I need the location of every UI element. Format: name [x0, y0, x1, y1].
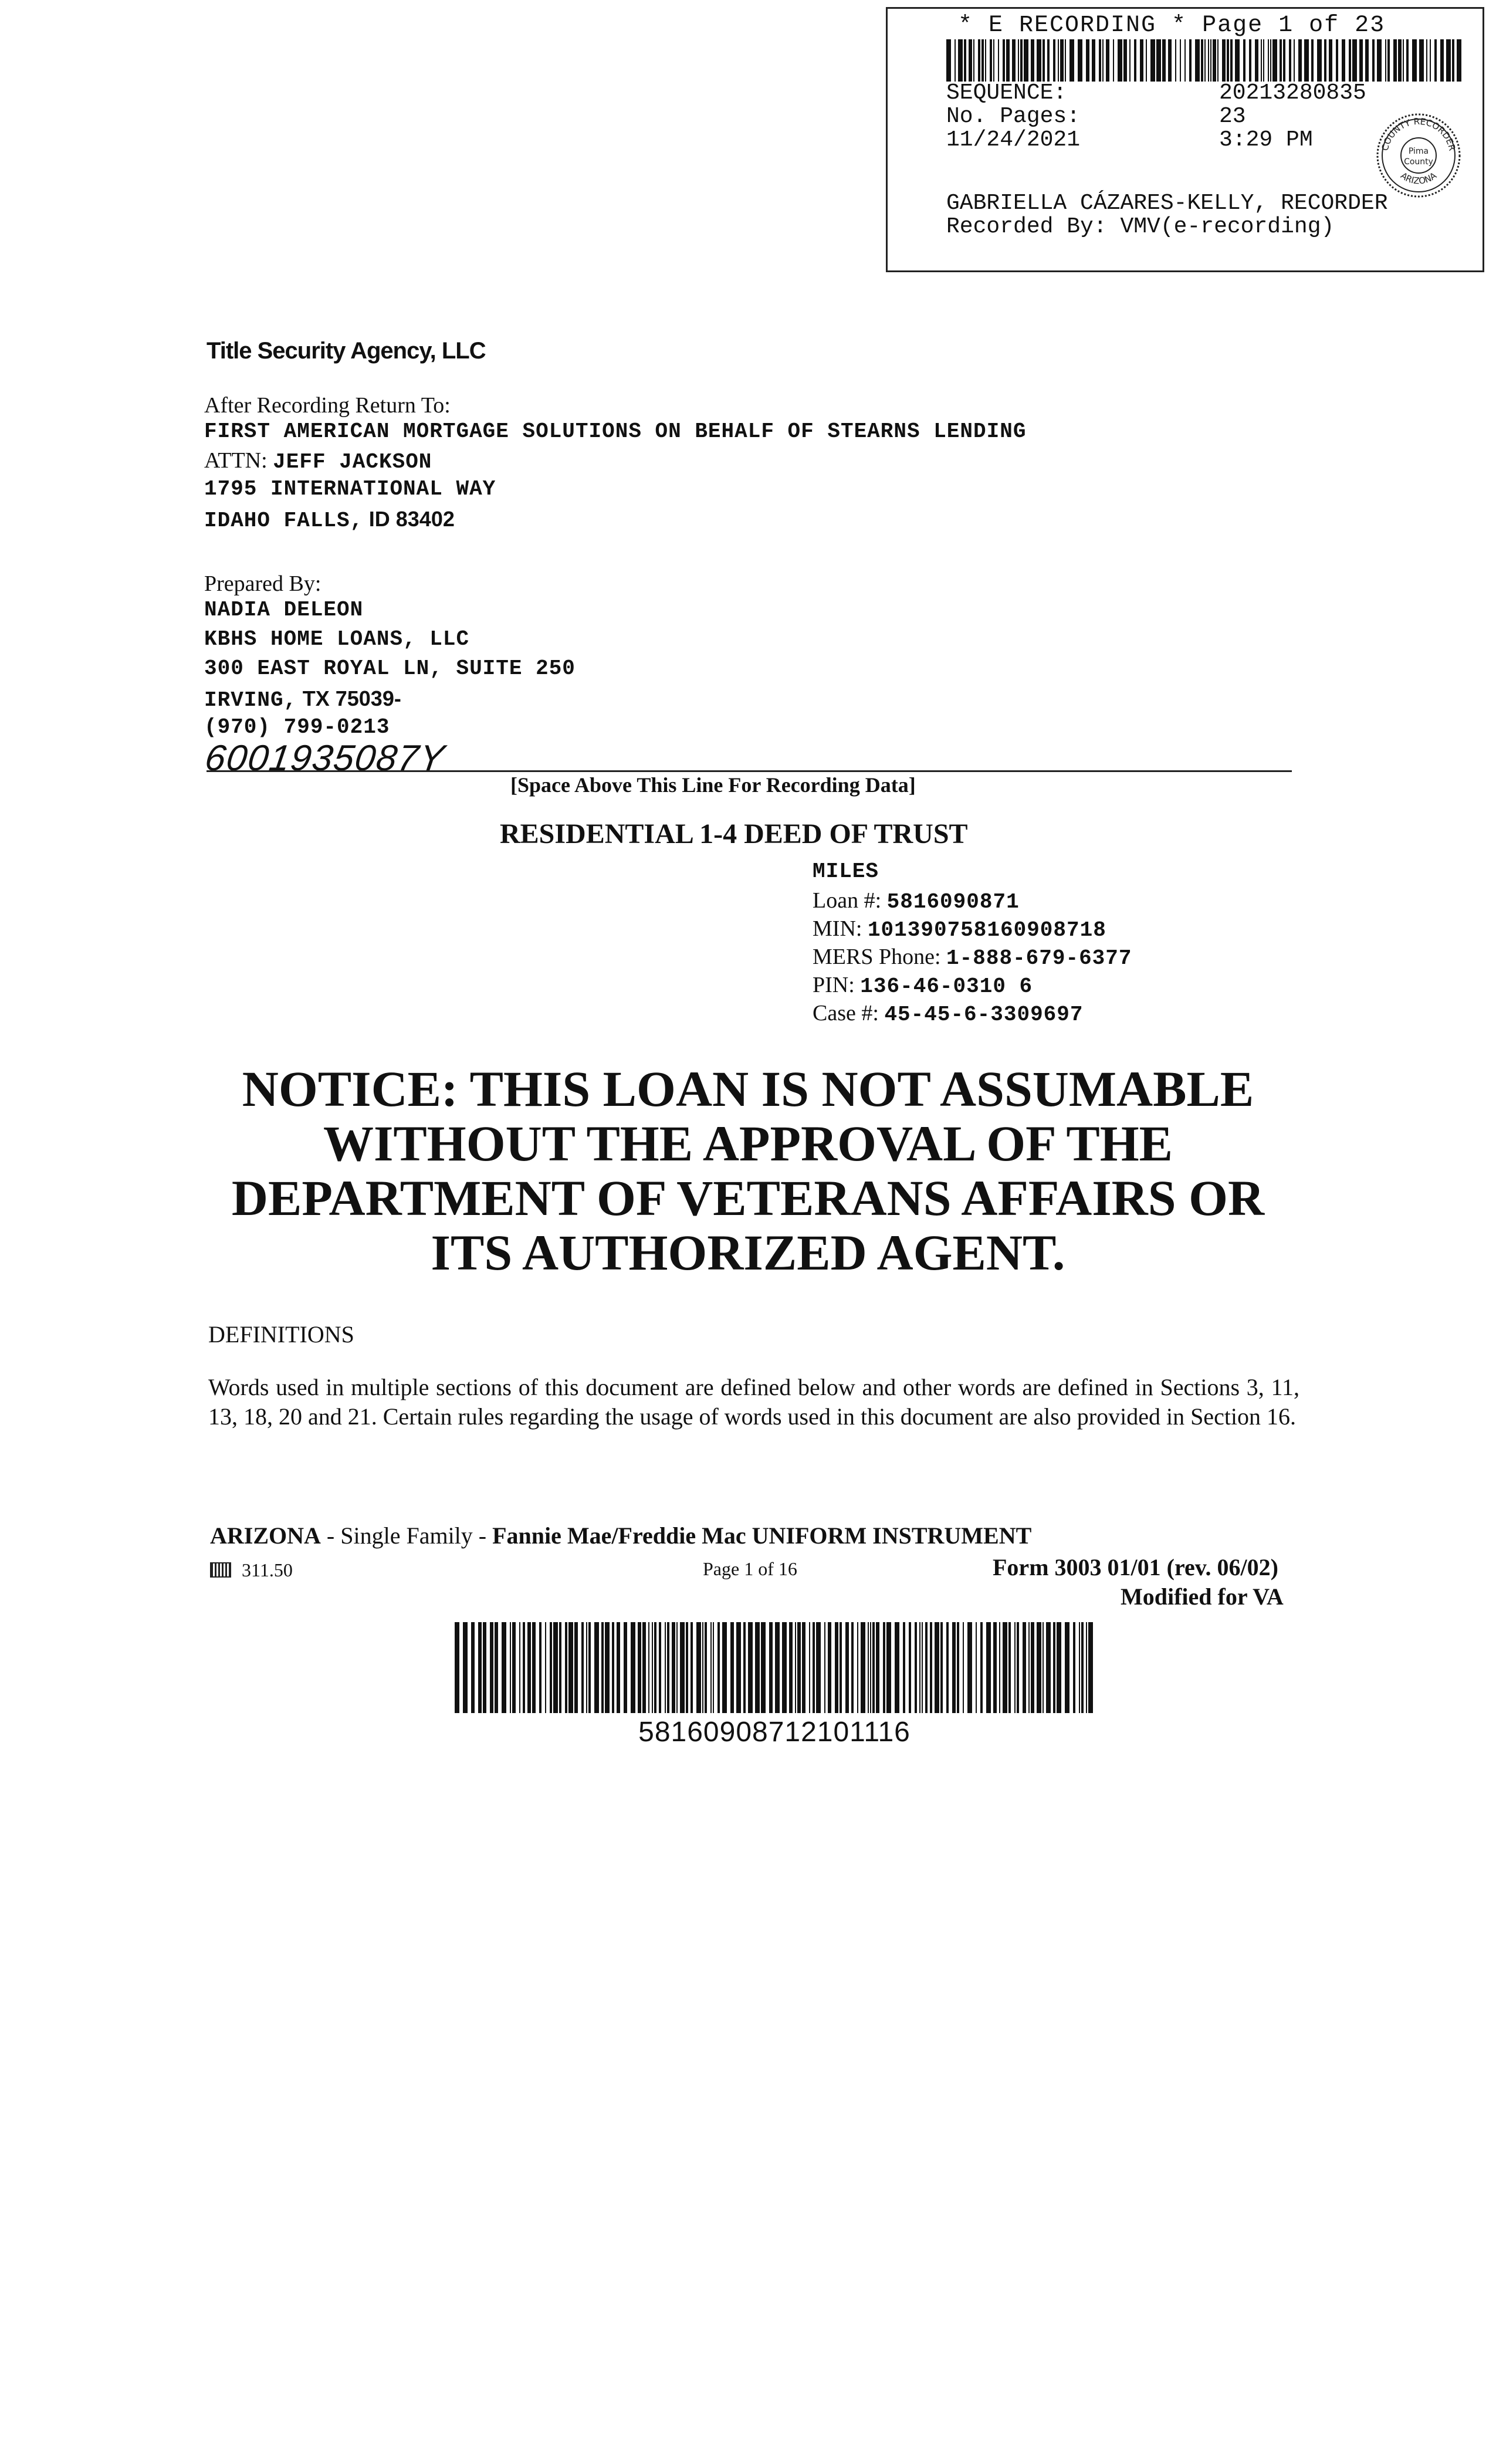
- barcode-bar: [930, 1622, 932, 1713]
- prepared-city: IRVING,: [204, 688, 297, 712]
- barcode-bar: [748, 1622, 753, 1713]
- min-row: [813, 918, 1106, 941]
- barcode-bar: [946, 1622, 949, 1713]
- footer-instrument: Fannie Mae/Freddie Mac UNIFORM INSTRUMENT: [492, 1522, 1032, 1549]
- barcode-bar: [1268, 39, 1269, 82]
- pin-label: PIN:: [813, 973, 855, 997]
- barcode-bar: [876, 1622, 879, 1713]
- barcode-bar: [1088, 1622, 1093, 1713]
- barcode-bar: [993, 1622, 997, 1713]
- document-barcode-number: 58160908712101116: [638, 1717, 911, 1748]
- barcode-bar: [946, 39, 951, 82]
- mers-label: MERS Phone:: [813, 945, 941, 969]
- barcode-bar: [1213, 39, 1216, 82]
- barcode-bar: [523, 1622, 525, 1713]
- barcode-bar: [1311, 39, 1314, 82]
- barcode-bar: [845, 1622, 849, 1713]
- barcode-bar: [490, 1622, 493, 1713]
- barcode-bar: [581, 1622, 584, 1713]
- barcode-bar: [809, 1622, 810, 1713]
- barcode-bar: [1065, 1622, 1069, 1713]
- barcode-bar: [1263, 39, 1264, 82]
- barcode-bar: [990, 39, 992, 82]
- barcode-bar: [471, 1622, 475, 1713]
- return-to-line3: 1795 INTERNATIONAL WAY: [204, 477, 496, 501]
- barcode-bar: [1457, 39, 1461, 82]
- barcode-bar: [1419, 39, 1424, 82]
- barcode-bar: [1452, 39, 1454, 82]
- barcode-bar: [868, 1622, 869, 1713]
- barcode-bar: [736, 1622, 741, 1713]
- barcode-bar: [1081, 1622, 1084, 1713]
- pin-value: 136-46-0310 6: [860, 974, 1033, 999]
- barcode-bar: [713, 1622, 714, 1713]
- barcode-bar: [963, 1622, 964, 1713]
- recording-data-rule: [207, 770, 1292, 772]
- handwritten-number: 6001935087Y: [202, 738, 448, 779]
- prepared-by-label: Prepared By:: [204, 571, 321, 596]
- barcode-bar: [761, 1622, 766, 1713]
- barcode-bar: [1222, 39, 1226, 82]
- barcode-bar: [680, 1622, 685, 1713]
- barcode-bar: [985, 39, 986, 82]
- barcode-bar: [935, 1622, 939, 1713]
- county-seal-icon: [1375, 111, 1463, 199]
- barcode-bar: [969, 39, 972, 82]
- barcode-bar: [1280, 39, 1282, 82]
- barcode-bar: [1208, 39, 1209, 82]
- prepared-line2: KBHS HOME LOANS, LLC: [204, 627, 470, 651]
- barcode-bar: [1073, 1622, 1075, 1713]
- barcode-bar: [955, 39, 956, 82]
- barcode-bar: [588, 1622, 591, 1713]
- loan-label: Loan #:: [813, 888, 882, 913]
- barcode-bar: [1255, 39, 1258, 82]
- barcode-bar: [1377, 39, 1382, 82]
- barcode-bar: [502, 1622, 506, 1713]
- barcode-bar: [1012, 39, 1016, 82]
- barcode-bar: [512, 1622, 516, 1713]
- barcode-bar: [835, 1622, 838, 1713]
- barcode-bar: [1440, 39, 1444, 82]
- recorder-name: GABRIELLA CÁZARES-KELLY, RECORDER: [946, 191, 1388, 216]
- case-row: [813, 1002, 1084, 1025]
- barcode-bar: [1028, 1622, 1030, 1713]
- barcode-bar: [964, 39, 966, 82]
- barcode-bar: [1387, 39, 1390, 82]
- barcode-bar: [1018, 39, 1019, 82]
- footer-state: ARIZONA: [210, 1522, 321, 1549]
- barcode-bar: [1204, 39, 1206, 82]
- barcode-bar: [565, 1622, 567, 1713]
- barcode-bar: [702, 1622, 703, 1713]
- barcode-bar: [642, 1622, 646, 1713]
- barcode-bar: [1294, 39, 1295, 82]
- barcode-bar: [816, 1622, 821, 1713]
- sequence-value: 20213280835: [1219, 80, 1366, 106]
- loan-value: 5816090871: [886, 890, 1020, 914]
- return-city: IDAHO FALLS,: [204, 509, 364, 533]
- barcode-bar: [1359, 39, 1363, 82]
- barcode-bar: [1146, 39, 1147, 82]
- barcode-bar: [1006, 39, 1010, 82]
- loan-number-row: [813, 889, 1020, 913]
- barcode-bar: [1180, 39, 1181, 82]
- barcode-bar: [686, 1622, 688, 1713]
- borrower-name: MILES: [813, 859, 879, 884]
- pages-value: 23: [1219, 104, 1246, 129]
- barcode-bar: [1156, 39, 1161, 82]
- barcode-bar: [870, 1622, 871, 1713]
- barcode-bar: [1003, 1622, 1007, 1713]
- barcode-bar: [455, 1622, 459, 1713]
- barcode-bar: [722, 1622, 727, 1713]
- form-logo-icon: [210, 1562, 231, 1578]
- barcode-bar: [1365, 39, 1369, 82]
- barcode-bar: [1020, 39, 1023, 82]
- barcode-bar: [1385, 39, 1386, 82]
- barcode-bar: [1217, 39, 1219, 82]
- barcode-bar: [1129, 39, 1131, 82]
- barcode-bar: [993, 39, 994, 82]
- form-page: Page 1 of 16: [703, 1558, 797, 1579]
- barcode-bar: [743, 1622, 746, 1713]
- barcode-bar: [976, 1622, 977, 1713]
- barcode-bar: [1175, 39, 1176, 82]
- barcode-bar: [717, 1622, 720, 1713]
- barcode-bar: [1393, 39, 1397, 82]
- barcode-bar: [1037, 1622, 1041, 1713]
- barcode-bar: [1434, 39, 1437, 82]
- return-to-line1: FIRST AMERICAN MORTGAGE SOLUTIONS ON BEHALF OF STEARNS LENDING: [204, 419, 1027, 444]
- barcode-bar: [915, 1622, 917, 1713]
- barcode-bar: [1099, 39, 1101, 82]
- record-time: 3:29 PM: [1219, 127, 1313, 153]
- barcode-bar: [1037, 39, 1041, 82]
- return-to-attn: [204, 449, 432, 473]
- pin-row: [813, 974, 1033, 997]
- prepared-line1: NADIA DELEON: [204, 598, 364, 622]
- space-above-note: [Space Above This Line For Recording Data]: [510, 773, 916, 797]
- barcode-bar: [667, 1622, 669, 1713]
- return-zip: ID 83402: [368, 507, 455, 531]
- barcode-bar: [705, 1622, 707, 1713]
- barcode-bar: [559, 1622, 561, 1713]
- barcode-bar: [1057, 1622, 1061, 1713]
- barcode-bar: [1031, 39, 1034, 82]
- pages-label: No. Pages:: [946, 104, 1081, 129]
- barcode-bar: [861, 1622, 865, 1713]
- barcode-bar: [775, 1622, 780, 1713]
- barcode-bar: [813, 1622, 815, 1713]
- barcode-bar: [545, 1622, 546, 1713]
- barcode-bar: [797, 1622, 801, 1713]
- svg-text:COUNTY RECORDER: COUNTY RECORDER: [1379, 116, 1458, 152]
- barcode-bar: [1065, 39, 1066, 82]
- barcode-bar: [1086, 1622, 1087, 1713]
- barcode-bar: [594, 1622, 599, 1713]
- barcode-bar: [922, 1622, 923, 1713]
- definitions-paragraph: Words used in multiple sections of this document are defined below and other words are defined in Sections 3, 11, 13, 18, 20 and 21. Certain rules regarding the usage of words used in this document are also provided in Section 16.: [208, 1374, 1299, 1430]
- barcode-bar: [665, 1622, 666, 1713]
- barcode-bar: [1123, 39, 1127, 82]
- barcode-bar: [510, 1622, 511, 1713]
- barcode-bar: [986, 1622, 991, 1713]
- barcode-bar: [1118, 39, 1122, 82]
- barcode-bar: [1150, 39, 1155, 82]
- barcode-bar: [1227, 39, 1229, 82]
- modified-note: Modified for VA: [1121, 1583, 1284, 1610]
- barcode-bar: [789, 1622, 793, 1713]
- barcode-bar: [998, 39, 999, 82]
- barcode-bar: [1270, 39, 1271, 82]
- barcode-bar: [952, 1622, 956, 1713]
- barcode-bar: [495, 1622, 498, 1713]
- barcode-bar: [1243, 39, 1245, 82]
- barcode-bar: [1201, 39, 1203, 82]
- barcode-bar: [1406, 39, 1409, 82]
- barcode-bar: [851, 1622, 854, 1713]
- barcode-bar: [654, 1622, 656, 1713]
- barcode-bar: [519, 1622, 520, 1713]
- stamp-header: * E RECORDING * Page 1 of 23: [958, 12, 1386, 39]
- record-date: 11/24/2021: [946, 127, 1081, 153]
- barcode-bar: [1289, 39, 1291, 82]
- barcode-bar: [1008, 1622, 1011, 1713]
- barcode-bar: [1053, 1622, 1055, 1713]
- barcode-bar: [1195, 39, 1200, 82]
- barcode-bar: [925, 1622, 928, 1713]
- barcode-bar: [1342, 39, 1345, 82]
- barcode-bar: [1003, 39, 1005, 82]
- barcode-bar: [676, 1622, 678, 1713]
- barcode-bar: [1047, 39, 1050, 82]
- barcode-bar: [478, 1622, 482, 1713]
- barcode-bar: [999, 1622, 1000, 1713]
- barcode-bar: [617, 1622, 620, 1713]
- barcode-bar: [574, 1622, 578, 1713]
- barcode-bar: [1412, 39, 1417, 82]
- barcode-bar: [1446, 39, 1451, 82]
- barcode-bar: [659, 1622, 661, 1713]
- barcode-bar: [1249, 39, 1251, 82]
- prepared-zip: TX 75039-: [302, 686, 401, 710]
- notice-line-3: DEPARTMENT OF VETERANS AFFAIRS OR: [231, 1169, 1265, 1226]
- recording-stamp: [886, 7, 1484, 272]
- barcode-bar: [802, 1622, 805, 1713]
- barcode-bar: [652, 1622, 653, 1713]
- prepared-line3: 300 EAST ROYAL LN, SUITE 250: [204, 656, 576, 681]
- barcode-bar: [1272, 39, 1277, 82]
- barcode-bar: [696, 1622, 701, 1713]
- barcode-bar: [550, 1622, 552, 1713]
- barcode-bar: [1086, 39, 1089, 82]
- barcode-bar: [828, 1622, 831, 1713]
- barcode-bar: [1046, 1622, 1051, 1713]
- barcode-bar: [1043, 39, 1045, 82]
- barcode-bar: [1078, 39, 1082, 82]
- barcode-bar: [672, 1622, 675, 1713]
- barcode-bar: [1024, 39, 1028, 82]
- barcode-bar: [1134, 39, 1136, 82]
- notice-line-2: WITHOUT THE APPROVAL OF THE: [323, 1115, 1173, 1172]
- case-label: Case #:: [813, 1001, 879, 1025]
- barcode-bar: [1349, 39, 1351, 82]
- mers-value: 1-888-679-6377: [946, 946, 1132, 970]
- barcode-bar: [691, 1622, 693, 1713]
- barcode-bar: [1053, 39, 1055, 82]
- barcode-bar: [612, 1622, 614, 1713]
- barcode-bar: [1283, 39, 1285, 82]
- barcode-bar: [857, 1622, 858, 1713]
- min-value: 1013907581609087​18: [867, 918, 1106, 942]
- barcode-bar: [553, 1622, 558, 1713]
- barcode-bar: [532, 1622, 536, 1713]
- return-to-line4: [204, 508, 455, 532]
- barcode-bar: [605, 1622, 610, 1713]
- prepared-phone: (970) 799-0213: [204, 715, 390, 739]
- barcode-bar: [1140, 39, 1143, 82]
- form-footer-line1: [210, 1524, 1031, 1548]
- barcode-bar: [1210, 39, 1211, 82]
- barcode-bar: [631, 1622, 635, 1713]
- barcode-bar: [1023, 1622, 1026, 1713]
- barcode-bar: [710, 1622, 712, 1713]
- sequence-label: SEQUENCE:: [946, 80, 1067, 106]
- barcode-bar: [1398, 39, 1402, 82]
- barcode-bar: [1106, 39, 1109, 82]
- barcode-bar: [1189, 39, 1192, 82]
- barcode-bar: [1403, 39, 1404, 82]
- definitions-heading: DEFINITIONS: [208, 1321, 354, 1348]
- barcode-bar: [1261, 39, 1262, 82]
- barcode-bar: [1372, 39, 1375, 82]
- barcode-bar: [648, 1622, 649, 1713]
- barcode-bar: [978, 39, 980, 82]
- deed-title: RESIDENTIAL 1-4 DEED OF TRUST: [500, 818, 968, 849]
- barcode-bar: [483, 1622, 486, 1713]
- barcode-bar: [1162, 39, 1166, 82]
- barcode-bar: [895, 1622, 899, 1713]
- barcode-bar: [967, 1622, 972, 1713]
- barcode-bar: [1102, 39, 1104, 82]
- barcode-bar: [1352, 39, 1357, 82]
- barcode-bar: [755, 1622, 760, 1713]
- prepared-line4: [204, 688, 401, 711]
- barcode-bar: [919, 1622, 920, 1713]
- form-code: 311.50: [242, 1559, 293, 1580]
- barcode-bar: [957, 1622, 959, 1713]
- barcode-bar: [1235, 39, 1240, 82]
- barcode-bar: [1060, 39, 1064, 82]
- svg-text:ARIZONA: ARIZONA: [1399, 170, 1439, 187]
- barcode-bar: [1230, 39, 1233, 82]
- barcode-bar: [1043, 1622, 1044, 1713]
- agency-name: Title Security Agency, LLC: [207, 338, 486, 364]
- barcode-bar: [638, 1622, 641, 1713]
- barcode-bar: [940, 1622, 943, 1713]
- barcode-bar: [1058, 39, 1059, 82]
- attn-name: JEFF JACKSON: [273, 450, 432, 474]
- barcode-bar: [886, 1622, 891, 1713]
- barcode-bar: [1113, 39, 1114, 82]
- min-label: MIN:: [813, 916, 862, 941]
- barcode-bar: [782, 1622, 787, 1713]
- barcode-bar: [883, 1622, 885, 1713]
- barcode-bar: [1017, 1622, 1019, 1713]
- form-number: Form 3003 01/01 (rev. 06/02): [993, 1554, 1278, 1580]
- barcode-bar: [586, 1622, 587, 1713]
- barcode-bar: [769, 1622, 773, 1713]
- barcode-bar: [527, 1622, 531, 1713]
- notice-line-4: ITS AUTHORIZED AGENT.: [431, 1224, 1065, 1281]
- barcode-bar: [973, 39, 974, 82]
- barcode-bar: [539, 1622, 541, 1713]
- barcode-bar: [624, 1622, 627, 1713]
- barcode-bar: [840, 1622, 842, 1713]
- mers-row: [813, 946, 1132, 969]
- barcode-bar: [1031, 1622, 1034, 1713]
- barcode-bar: [601, 1622, 604, 1713]
- barcode-bar: [981, 39, 984, 82]
- case-value: 45-45-6-3309697: [884, 1003, 1084, 1027]
- barcode-bar: [1304, 39, 1309, 82]
- svg-text:Pima: Pima: [1408, 147, 1429, 156]
- barcode-bar: [730, 1622, 734, 1713]
- va-notice: [176, 1062, 1320, 1280]
- barcode-bar: [795, 1622, 796, 1713]
- barcode-bar: [463, 1622, 468, 1713]
- svg-text:County: County: [1404, 157, 1433, 167]
- barcode-bar: [1426, 39, 1427, 82]
- barcode-bar: [909, 1622, 911, 1713]
- footer-family: - Single Family -: [320, 1522, 493, 1549]
- barcode-bar: [1014, 1622, 1016, 1713]
- notice-line-1: NOTICE: THIS LOAN IS NOT ASSUMABLE: [242, 1061, 1254, 1117]
- barcode-bar: [872, 1622, 875, 1713]
- barcode-bar: [1079, 1622, 1080, 1713]
- barcode-bar: [903, 1622, 905, 1713]
- document-barcode: [455, 1622, 1094, 1713]
- barcode-bar: [1329, 39, 1332, 82]
- barcode-bar: [1168, 39, 1172, 82]
- barcode-bar: [958, 39, 963, 82]
- barcode-bar: [1069, 39, 1074, 82]
- recorded-by: Recorded By: VMV(e-recording): [946, 214, 1335, 239]
- barcode-bar: [1092, 39, 1095, 82]
- barcode-bar: [1324, 39, 1326, 82]
- attn-label: ATTN:: [204, 448, 268, 473]
- return-to-label: After Recording Return To:: [204, 393, 451, 418]
- barcode-bar: [824, 1622, 825, 1713]
- barcode-bar: [1184, 39, 1186, 82]
- barcode-bar: [1317, 39, 1322, 82]
- barcode-bar: [980, 1622, 983, 1713]
- stamp-barcode: [946, 39, 1463, 82]
- barcode-bar: [1336, 39, 1338, 82]
- barcode-bar: [1430, 39, 1431, 82]
- barcode-bar: [1298, 39, 1302, 82]
- barcode-bar: [568, 1622, 573, 1713]
